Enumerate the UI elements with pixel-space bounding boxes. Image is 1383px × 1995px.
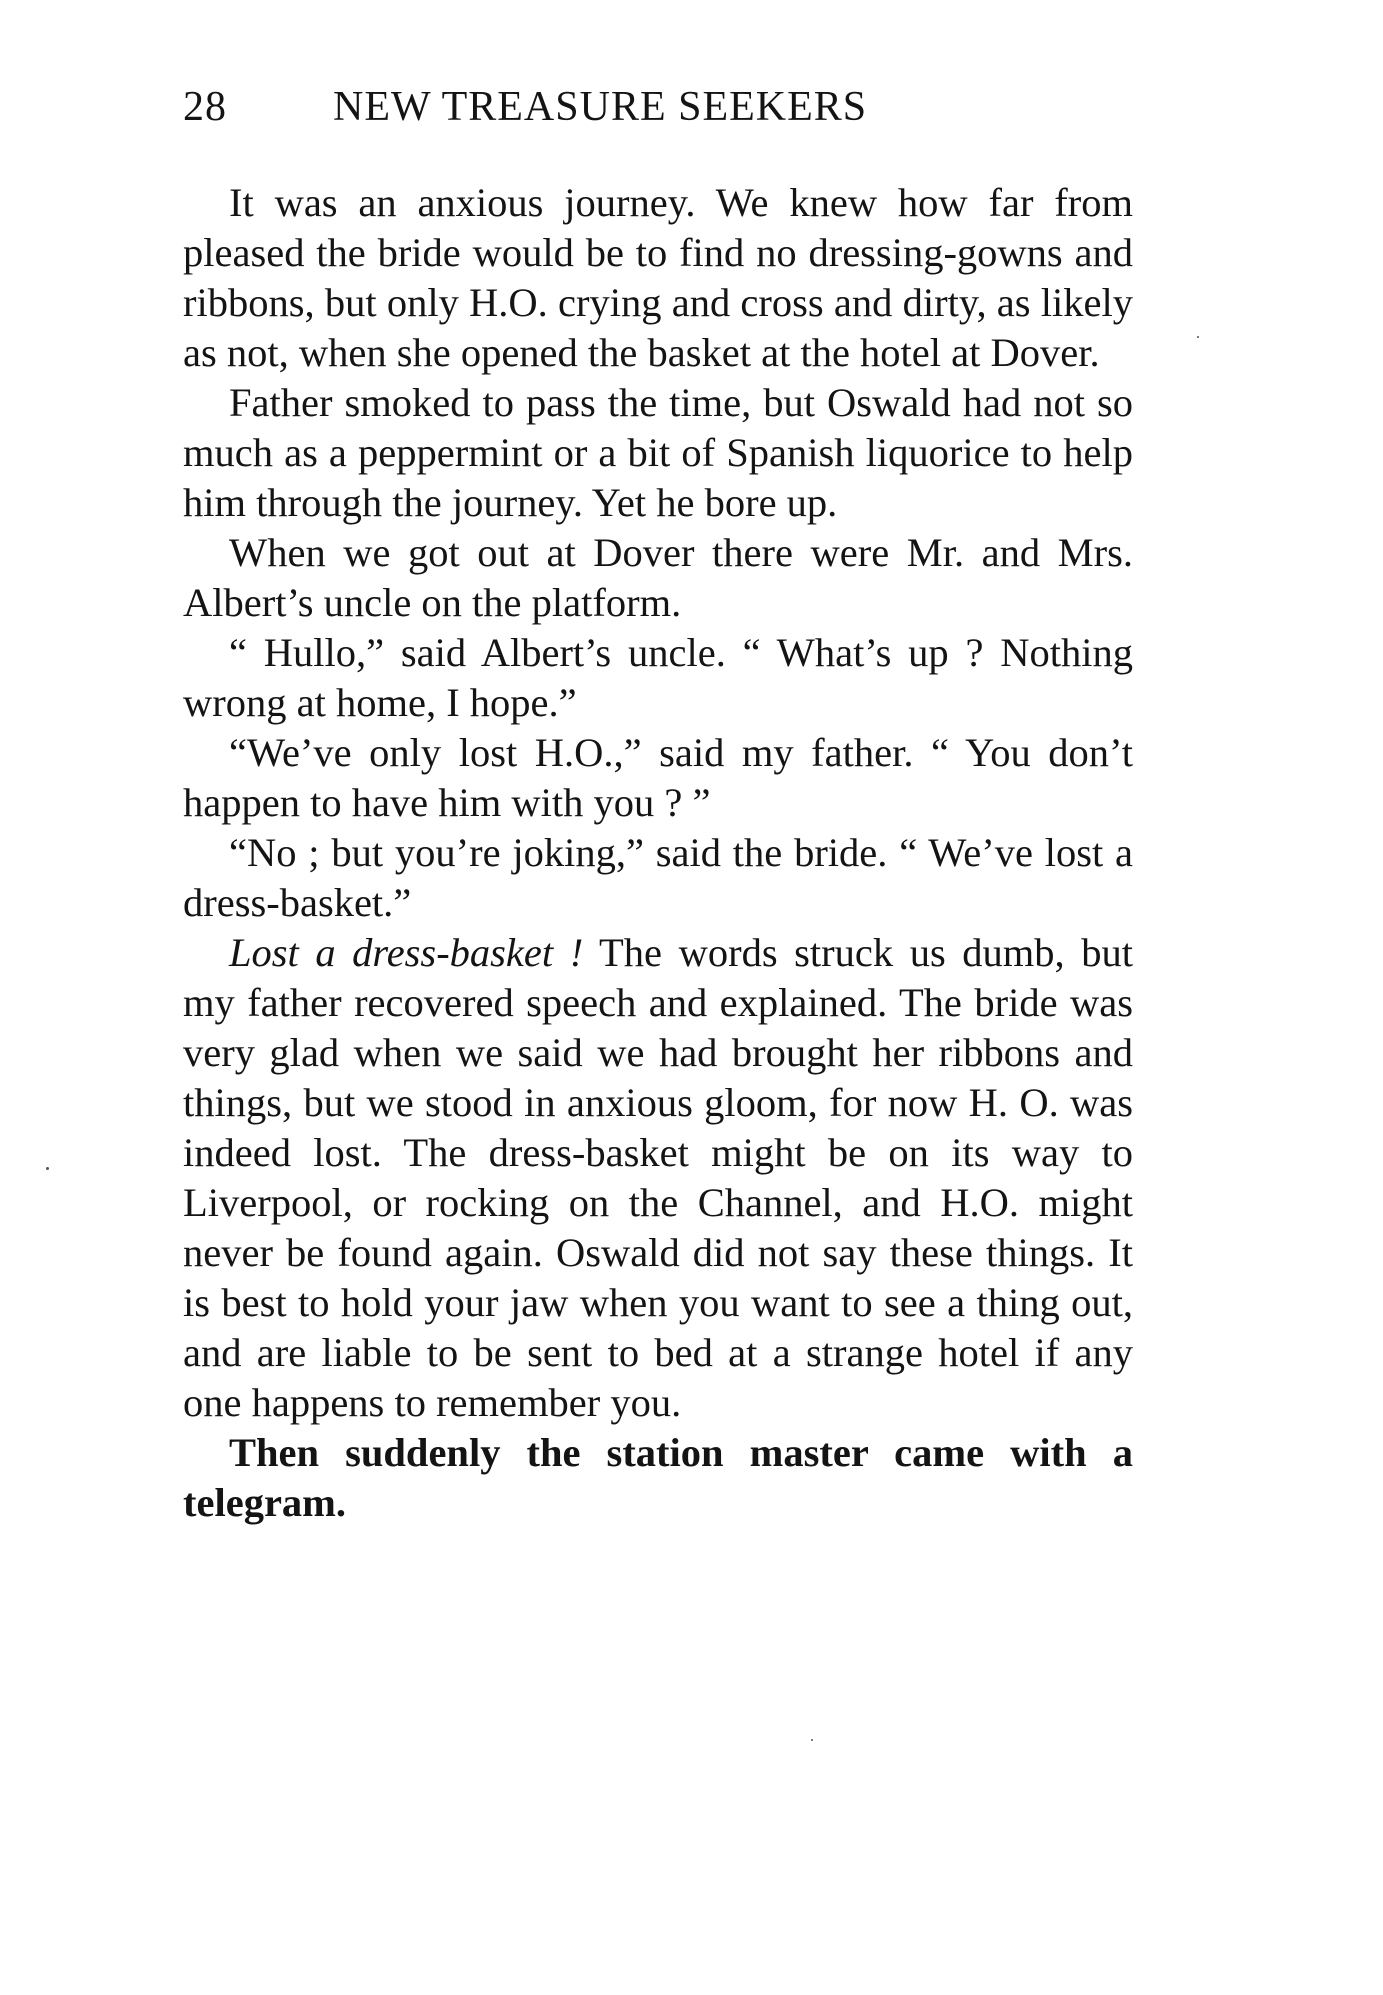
running-title: NEW TREASURE SEEKERS — [333, 84, 868, 130]
paragraph-6: “No ; but you’re joking,” said the bride. “ We’ve lost a dress-basket.” — [183, 830, 1133, 925]
paragraph-5: “We’ve only lost H.O.,” said my father. “ You don’t happen to have him with you ? ” — [183, 730, 1133, 825]
paragraph-7 — [183, 928, 1133, 1428]
scan-speck — [46, 1167, 49, 1170]
paragraph-1: It was an anxious journey. We knew how far from pleased the bride would be to find no dressing-gowns and ribbons, but only H.O. crying and cross and dirty, as likely as not, when she opened the basket at the hotel at Dover. — [183, 180, 1133, 375]
paragraph-8: Then suddenly the station master came with a telegram. — [183, 1430, 1133, 1525]
paragraph-7-text: The words struck us dumb, but my father recovered speech and explained. The bride was very glad when we said we had brought her ribbons and things, but we stood in anxious gloom, for now H. O. was indeed lost. The dress-basket might be on its way to Liverpool, or rocking on the Channel, and H.O. might never be found again. Oswald did not say these things. It is best to hold your jaw when you want to see a thing out, and are liable to be sent to bed at a strange hotel if any one happens to remember you. — [183, 930, 1133, 1425]
italic-lead: Lost a dress-basket ! — [229, 930, 584, 975]
paragraph-4: “ Hullo,” said Albert’s uncle. “ What’s up ? Nothing wrong at home, I hope.” — [183, 630, 1133, 725]
paragraph-3: When we got out at Dover there were Mr. and Mrs. Albert’s uncle on the platform. — [183, 530, 1133, 625]
scan-speck — [1197, 336, 1199, 338]
page-number: 28 — [183, 84, 227, 130]
body-text — [183, 178, 1133, 1528]
page-header — [183, 82, 1133, 132]
scan-speck — [811, 1739, 813, 1741]
paragraph-2: Father smoked to pass the time, but Oswald had not so much as a peppermint or a bit of Spanish liquorice to help him through the journey. Yet he bore up. — [183, 380, 1133, 525]
